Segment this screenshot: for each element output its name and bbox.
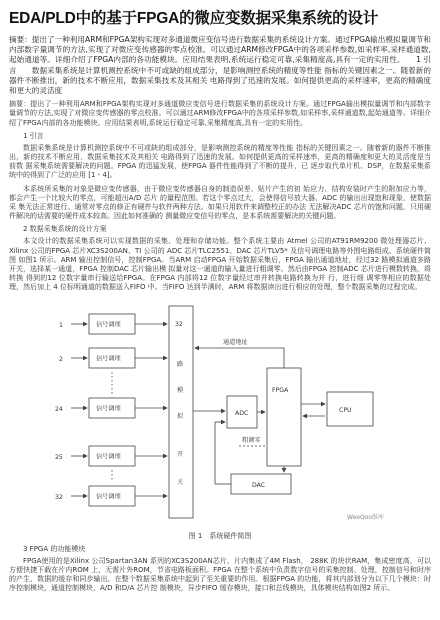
adc-label: ADC (235, 409, 249, 417)
mux-label-char: 拟 (177, 412, 184, 420)
mux-label-32: 32 (175, 320, 183, 328)
analog-mux-box (169, 306, 193, 518)
abstract-repeat: 摘要：提出了一种利用ARM和FPGA架构实现对多通道微应变信号进行数据采集的系统设计方案。通过FPGA输出模拟量调节和内部数字量调节的方法,实现了对微应变传感器的零点校准。可以通过ARM修改FPGA中的各项采样参数,如采样率,采样通道数,起始通道等。详细介绍了FPGA内部的各功能模块。应用结果表明,系统运行稳定可靠,采集精度高,具有一定的实用性。 (9, 100, 431, 127)
channel-label-24: 24 (55, 405, 63, 413)
coarse-zero-label: 粗调零 (242, 436, 261, 444)
dac-label: DAC (252, 481, 266, 489)
section-2-paragraph-1: 本文设计的数据采集系统可以实现数据的采集、处理和存储功能。整个系统主要由 Atmel 公司的AT91RM9200 微处理器芯片、Xilinx 公司的FPGA 芯片XC3S200AN、TI 公司的 ADC 芯片TLC2551、DAC 芯片TLV5* 及信号调理电路等外围电路组成。系统硬件简图 如图1 所示。ARM 输出控制信号，控制FPGA。当ARM 启动FPGA 开始数据采集后，FPGA 输出通道地址，经过32 路模拟通道多路开关，选择某一通道，FPGA 控制DAC 芯片输出模 拟量对这一通道的输入量进行粗调零。然后由FPGA 控制ADC 芯片进行模数转换，将转换 得到的12 位数字量串行输送给FPGA。在FPGA 内部将12 位数字量经过串并转换电路转换为并 行，进行细 调零等相应的数据处理，然后加上 4 位标明通道的数据送入FIFO 中。当FIFO 达到半满时，ARM 将数据读出进行相应的处理，整个数据采集的过程完成。 (9, 237, 431, 292)
fpga-box (267, 368, 301, 466)
system-hardware-diagram (9, 296, 431, 531)
conditioning-label: 信号调理 (96, 321, 121, 329)
channel-label-1: 1 (59, 321, 63, 329)
conditioning-label: 信号调理 (96, 355, 121, 363)
mux-label-char: 开 (177, 450, 184, 458)
page-title: EDA/PLD中的基于FPGA的微应变数据采集系统的设计 (9, 10, 378, 27)
address-label: 通道地址 (223, 338, 248, 346)
mux-label-char: 路 (177, 360, 184, 368)
diagram-svg (9, 296, 431, 521)
section-3-paragraph-1: FPGA使用的是Xilinx 公司Spartan3AN 系列的XC3S200AN芯片，片内集成了4M Flash， 288K 的块状RAM，集成密度高，可以方便快捷下载在片内ROM 上，无需片外ROM，节省电路板面积。FPGA 在整个系统中负责数字信号的采集控制、处理，控制信号和时序 的产生，数据的缓存和同步输出，在整个数据采集系统中起到了至关重要的作用。根据FPGA 的功能，将其内部划分为以下几个模块：时序控制模块，通道控制模块，A/D 和D/A 芯片控 制模块，异步FIFO 缓存模块，接口和总线模块，具体模块结构如图2 所示。 (9, 556, 431, 593)
section-1-paragraph-2: 本系统所采集的对象是微应变传感器，由于微应变传感器自身的制造误差、贴片产生的初 始应力、结构安装时产生的附加应力等，都会产生一个比较大的零点，可能超出A/D 芯片 的量程范围。若这个零点过大，会使得信号放大器、ADC 的输出出现饱和现象，使数据采 集无法正常进行。通常对零点的修正有硬件与软件两种方法。如果只用软件来调整校正的办法 无法解决ADC 芯片的饱和问题，只用硬件解决的话需要的硬件成本较高。因此如何准确的 测量微应变信号的零点，是本系统需要解决的关键问题。 (9, 184, 431, 221)
mux-label-char: 关 (177, 478, 184, 486)
conditioning-label: 信号调理 (96, 453, 121, 461)
section-3-title: 3 FPGA 的功能模块 (23, 544, 86, 553)
section-1-title: 1 引言 (23, 131, 44, 140)
cpu-label: CPU (339, 406, 352, 414)
section-2-title: 2 数据采集系统的设计方案 (23, 225, 107, 234)
abstract-top: 摘要：提出了一种利用ARM和FPGA架构实现对多通道微应变信号进行数据采集的系统设计方案。通过FPGA输出模拟量调节和内部数字量调节的方法,实现了对微应变传感器的零点校准。可以通过ARM修改FPGA中的各项采样参数,如采样率,采样通道数,起始通道等。详细介绍了FPGA内部的各功能模块。应用结果表明,系统运行稳定可靠,采集精度高,具有一定的实用性。 1 引言 数据采集系统是计算机测控系统中不可或缺的组成部分，是影响测控系统的精度等性能 指标的关键因素之一。随着新的器件不断推出，新的技术不断应用，数据采集技术及其相关 电路得到了迅速的发展。如何提供更高的采样速率，更高的精确度和更大的灵活度 (9, 35, 431, 96)
channel-label-32: 32 (55, 493, 63, 501)
channel-label-25: 25 (55, 453, 63, 461)
watermark-text: WeeQoo维库 (347, 513, 385, 521)
conditioning-label: 信号调理 (96, 405, 121, 413)
conditioning-label: 信号调理 (96, 493, 121, 501)
figure-caption: 图 1 系统硬件简图 (188, 531, 252, 540)
mux-label-char: 模 (177, 386, 184, 394)
channel-label-2: 2 (59, 355, 63, 363)
fpga-label: FPGA (272, 386, 289, 394)
section-1-paragraph-1: 数据采集系统是计算机测控系统中不可或缺的组成部分，是影响测控系统的精度等性能 指标的关键因素之一。随着新的器件不断推出，新的技术不断应用，数据采集技术及其相关 电路得到了迅速的发展。如何提供更高的采样速率，更高的精确度和更大的灵活度是当前数 据采集系统需要解决的问题。FPGA 的迅猛发展，使FPGA 器件性能得到了不断的提升，已 逐步取代单片机、DSP，在数据采集系统中的得到了广泛的应用 [1 - 4]。 (9, 143, 431, 180)
